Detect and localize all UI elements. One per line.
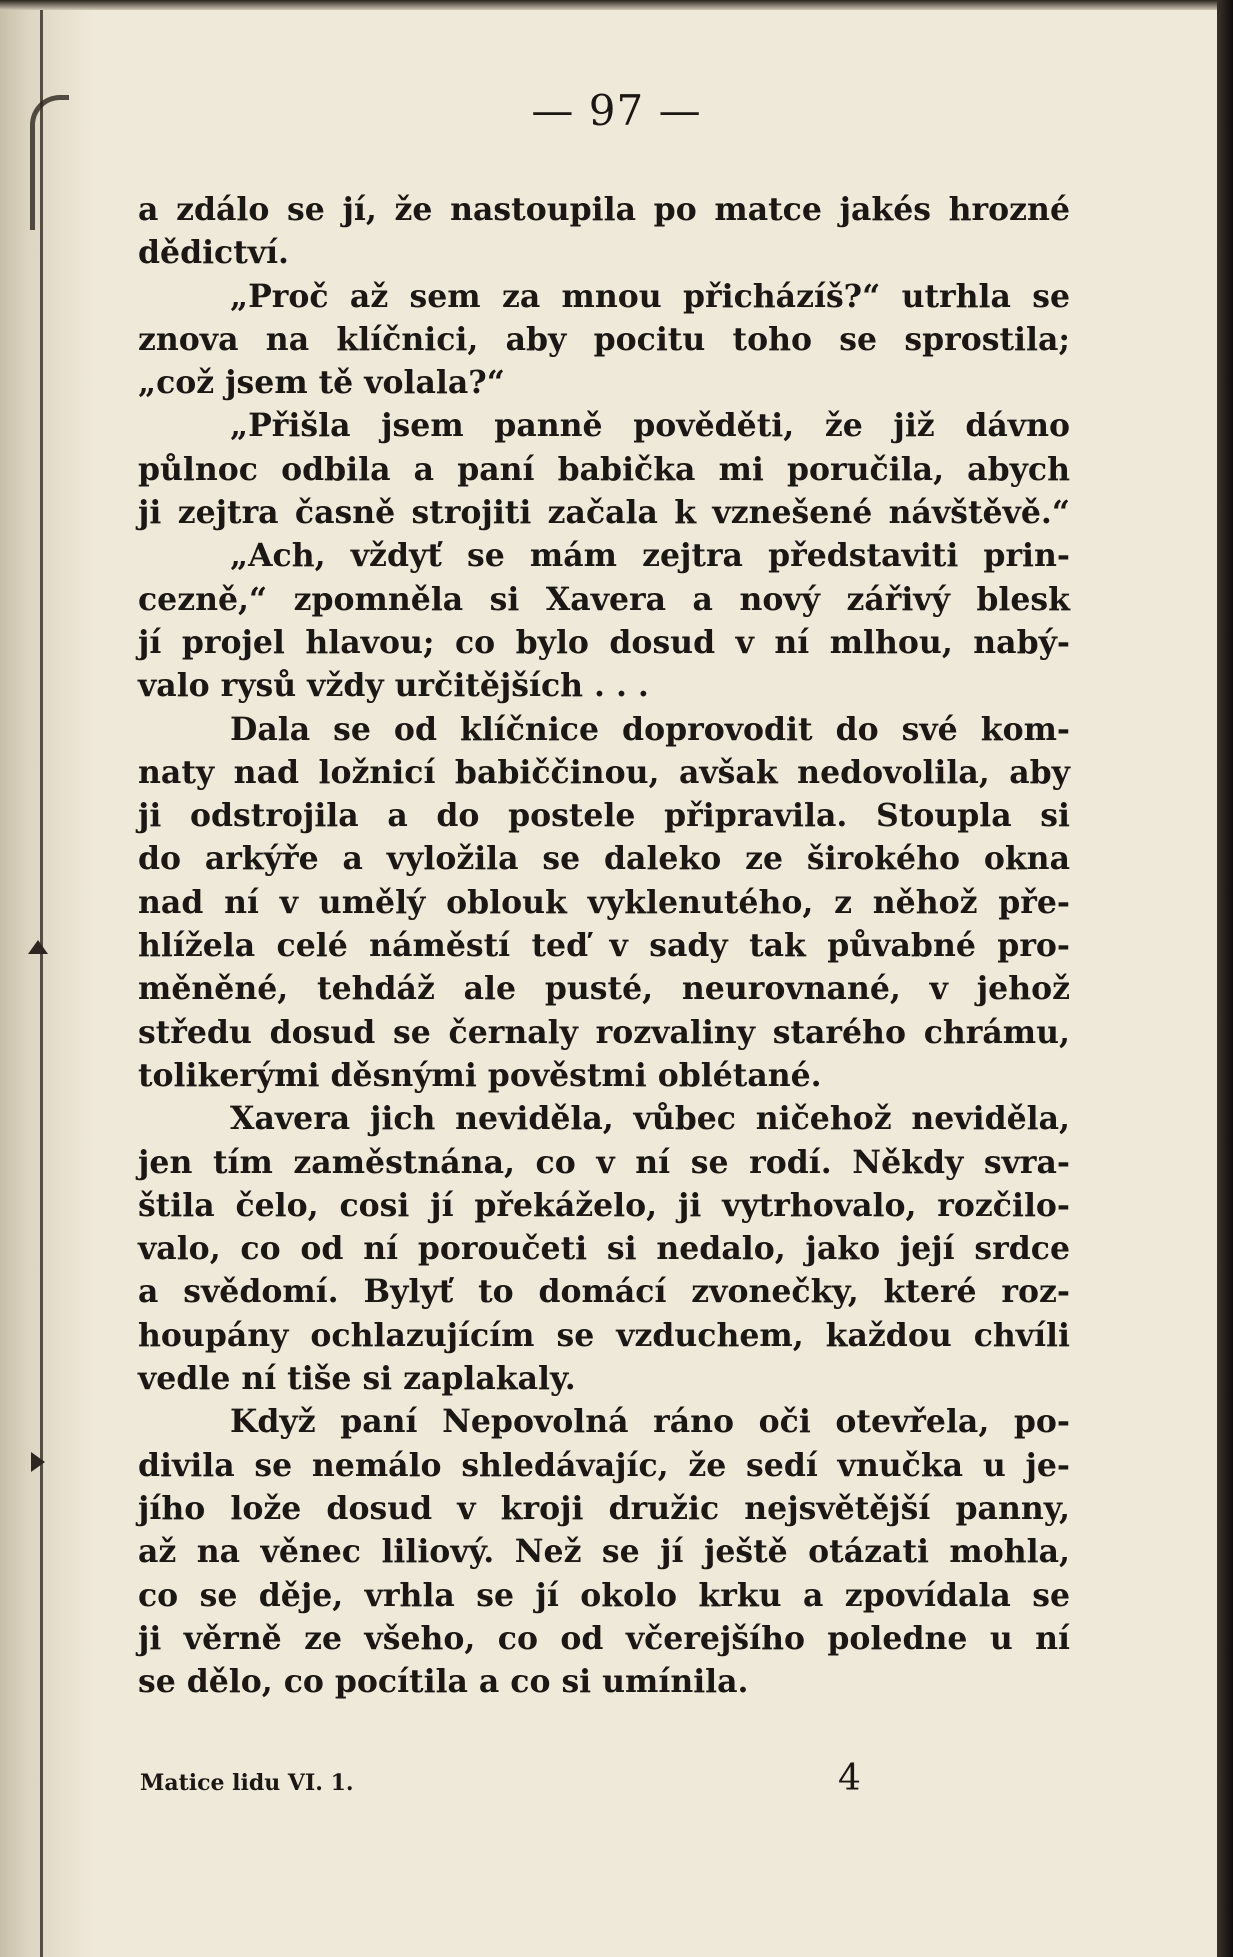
text-line: „Proč až sem za mnou přicházíš?“ utrhla se xyxy=(230,277,1070,315)
text-line: naty nad ložnicí babiččinou, avšak nedovolila, aby xyxy=(138,753,1070,791)
text-line: jen tím zaměstnána, co v ní se rodí. Někdy svra- xyxy=(138,1143,1070,1181)
text-line: nad ní v umělý oblouk vyklenutého, z něhož pře- xyxy=(138,883,1070,921)
text-line: a svědomí. Bylyť to domácí zvonečky, které roz- xyxy=(138,1273,1070,1311)
text-line: houpány ochlazujícím se vzduchem, každou chvíli xyxy=(138,1316,1070,1354)
text-line: valo, co od ní poroučeti si nedalo, jako její srdce xyxy=(138,1230,1070,1268)
text-line: štila čelo, cosi jí překáželo, ji vytrhovalo, rozčilo- xyxy=(138,1186,1070,1224)
text-line: až na věnec liliový. Než se jí ještě otázati mohla, xyxy=(138,1533,1070,1571)
scan-edge-top xyxy=(0,0,1233,10)
page-number: — 97 — xyxy=(531,86,702,135)
text-line: ji odstrojila a do postele připravila. Stoupla si xyxy=(138,797,1070,835)
sheet-number: 4 xyxy=(838,1758,861,1799)
binding-edge xyxy=(40,0,43,1957)
text-line: ji věrně ze všeho, co od včerejšího poledne u ní xyxy=(138,1619,1070,1657)
text-line: ji zejtra časně strojiti začala k vznešené návštěvě.“ xyxy=(138,494,1070,532)
text-line: „Ach, vždyť se mám zejtra představiti prin- xyxy=(230,537,1070,575)
body-text xyxy=(138,188,1070,1703)
text-line: jího lože dosud v kroji družic nejsvětější panny, xyxy=(138,1489,1070,1527)
scan-edge-right xyxy=(1217,0,1233,1957)
printer-signature: Matice lidu VI. 1. xyxy=(140,1770,354,1796)
text-line: jí projel hlavou; co bylo dosud v ní mlhou, nabý- xyxy=(138,623,1070,661)
text-line: valo rysů vždy určitějších . . . xyxy=(138,667,649,705)
text-line: půlnoc odbila a paní babička mi poručila, abych xyxy=(138,450,1070,488)
text-line: divila se nemálo shledávajíc, že sedí vnučka u je- xyxy=(138,1446,1070,1484)
text-line: znova na klíčnici, aby pocitu toho se sprostila; xyxy=(138,320,1070,358)
text-line: měněné, tehdáž ale pusté, neurovnané, v jehož xyxy=(138,970,1070,1008)
text-line: vedle ní tiše si zaplakaly. xyxy=(138,1360,576,1398)
text-line: dědictví. xyxy=(138,234,290,272)
text-line: co se děje, vrhla se jí okolo krku a zpovídala se xyxy=(138,1576,1070,1614)
text-line: hlížela celé náměstí teď v sady tak půvabné pro- xyxy=(138,927,1070,965)
text-line: „což jsem tě volala?“ xyxy=(138,364,505,402)
text-line: cezně,“ zpomněla si Xavera a nový zářivý blesk xyxy=(138,580,1070,618)
text-line: tolikerými děsnými pověstmi oblétané. xyxy=(138,1056,822,1094)
text-line: Když paní Nepovolná ráno oči otevřela, po- xyxy=(230,1403,1070,1441)
text-line: Dala se od klíčnice doprovodit do své kom- xyxy=(230,710,1070,748)
text-line: Xavera jich neviděla, vůbec ničehož neviděla, xyxy=(230,1100,1070,1138)
text-line: středu dosud se černaly rozvaliny starého chrámu, xyxy=(138,1013,1070,1051)
text-line: a zdálo se jí, že nastoupila po matce jakés hrozné xyxy=(138,191,1070,228)
binding-shadow xyxy=(0,0,95,1957)
text-line: „Přišla jsem panně pověděti, že již dávno xyxy=(230,407,1070,445)
text-line: se dělo, co pocítila a co si umínila. xyxy=(138,1663,749,1701)
text-line: do arkýře a vyložila se daleko ze širokého okna xyxy=(138,840,1070,878)
